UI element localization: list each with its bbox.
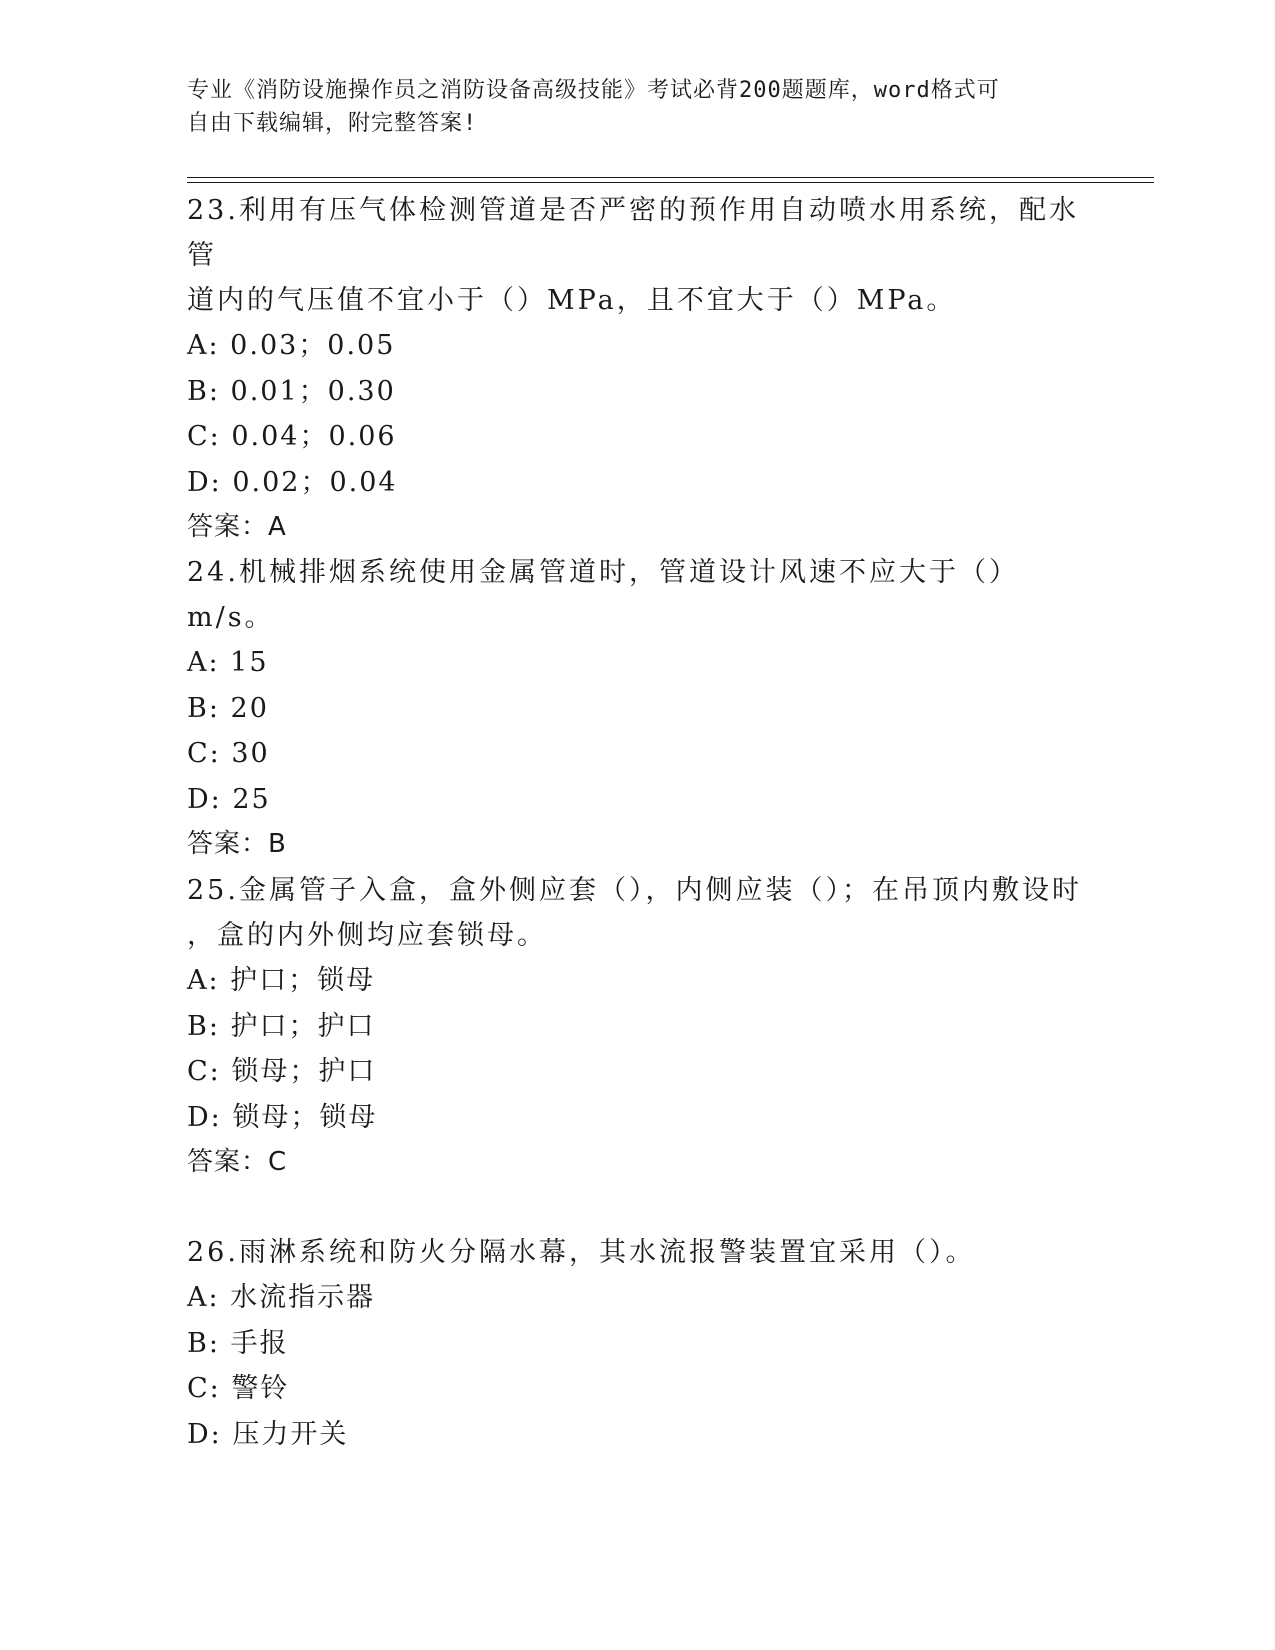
question-23: [187, 188, 1087, 550]
option-c: C: 警铃: [187, 1373, 290, 1404]
option-b: B: 20: [187, 692, 269, 724]
header-line-2: 自由下载编辑，附完整答案!: [187, 111, 478, 136]
option-d: D: 压力开关: [187, 1418, 349, 1450]
question-text-line: 23.利用有压气体检测管道是否严密的预作用自动喷水用系统，配水管: [187, 195, 1079, 271]
header-line-1: 专业《消防设施操作员之消防设备高级技能》考试必背200题题库，word格式可: [187, 78, 1000, 103]
question-text-line: 25.金属管子入盒，盒外侧应套（），内侧应装（）；在吊顶内敷设时: [187, 875, 1082, 906]
answer: 答案：A: [187, 512, 287, 542]
option-d: D: 0.02；0.04: [187, 466, 398, 498]
option-d: D: 锁母；锁母: [187, 1101, 378, 1133]
question-text-line: ，盒的内外侧均应套锁母。: [187, 920, 547, 951]
question-text-line: 26.雨淋系统和防火分隔水幕，其水流报警装置宜采用（）。: [187, 1237, 976, 1268]
option-b: B: 手报: [187, 1327, 289, 1359]
document-header: [187, 74, 1067, 140]
option-a: A: 0.03；0.05: [187, 330, 396, 361]
answer: 答案：C: [187, 1147, 288, 1177]
option-c: C: 锁母；护口: [187, 1056, 377, 1087]
answer: 答案：B: [187, 829, 287, 859]
question-26: [187, 1230, 1087, 1457]
option-c: C: 0.04；0.06: [187, 421, 397, 452]
header-divider-bottom: [187, 182, 1154, 183]
option-b: B: 0.01；0.30: [187, 375, 396, 407]
option-d: D: 25: [187, 783, 271, 815]
question-24: [187, 550, 1087, 867]
option-a: A: 水流指示器: [187, 1282, 376, 1313]
option-c: C: 30: [187, 738, 270, 769]
header-divider-top: [187, 177, 1154, 178]
question-text-line: 24.机械排烟系统使用金属管道时，管道设计风速不应大于（）m/s。: [187, 557, 1019, 633]
option-b: B: 护口；护口: [187, 1010, 376, 1042]
option-a: A: 护口；锁母: [187, 965, 376, 996]
question-text-line: 道内的气压值不宜小于（）MPa，且不宜大于（）MPa。: [187, 285, 957, 316]
question-25: [187, 868, 1087, 1185]
option-a: A: 15: [187, 647, 269, 678]
